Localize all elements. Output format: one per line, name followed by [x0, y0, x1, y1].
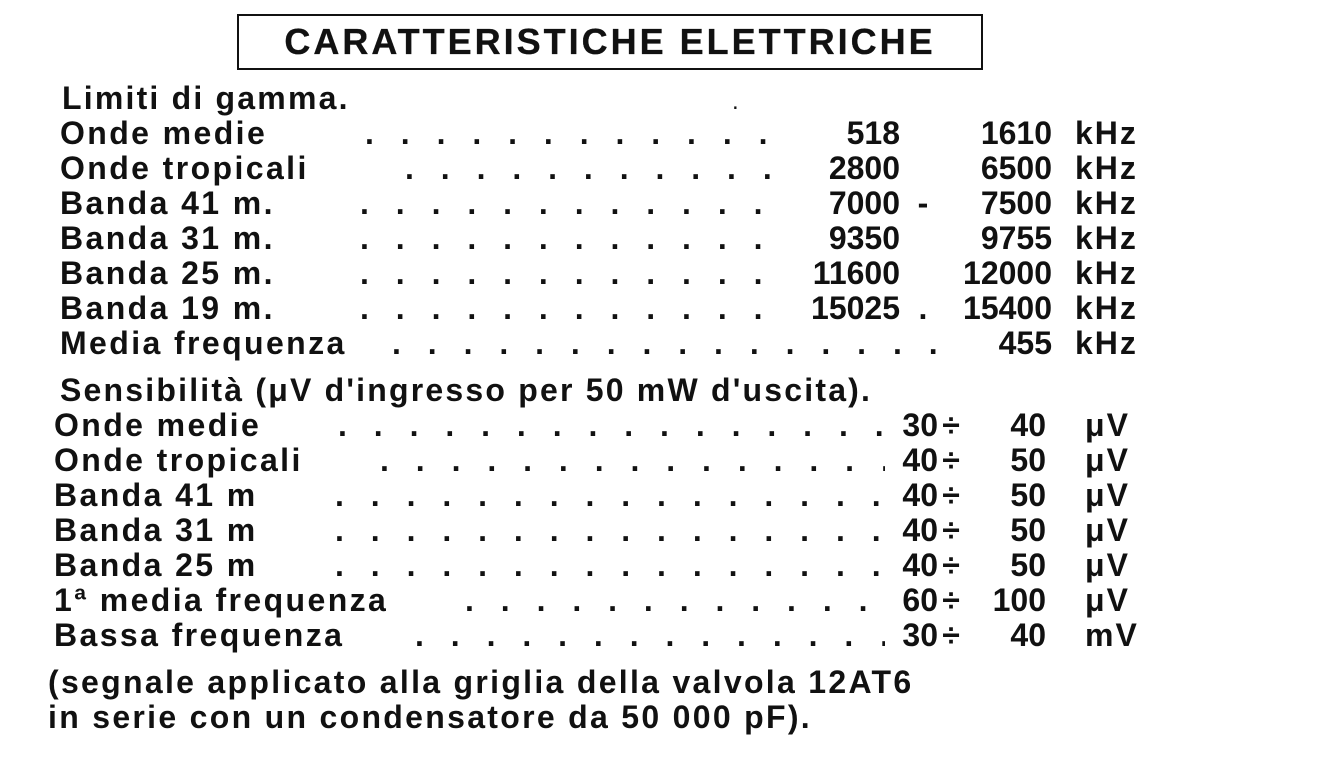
sensitivity-leader-dots [380, 443, 885, 478]
range-high-value: 7500 [980, 185, 1052, 221]
sensitivity-low-value: 30 [902, 617, 938, 653]
range-label: Onde medie [60, 115, 268, 151]
sensitivity-row [0, 618, 1328, 653]
range-low-value: 9350 [828, 220, 900, 256]
range-heading: Limiti di gamma. [62, 80, 350, 116]
range-row [0, 186, 1328, 221]
stray-mark: . [732, 88, 739, 115]
sensitivity-section [0, 372, 1328, 653]
sensitivity-separator: ÷ [942, 407, 960, 443]
sensitivity-high-value: 50 [1010, 512, 1046, 548]
sensitivity-low-value: 60 [902, 582, 938, 618]
sensitivity-leader-dots [465, 583, 885, 618]
range-leader-dots [360, 291, 790, 326]
range-row [0, 151, 1328, 186]
page-title [237, 14, 983, 70]
sensitivity-high-value: 50 [1010, 547, 1046, 583]
range-section [0, 80, 1328, 361]
sensitivity-unit: μV [1085, 547, 1130, 583]
sensitivity-unit: mV [1085, 617, 1139, 653]
range-low-value: 518 [846, 115, 900, 151]
range-low-value: 2800 [828, 150, 900, 186]
sensitivity-label: 1ª media frequenza [54, 582, 389, 618]
sensitivity-separator: ÷ [942, 547, 960, 583]
range-label: Onde tropicali [60, 150, 309, 186]
sensitivity-low-value: 30 [902, 407, 938, 443]
sensitivity-separator: ÷ [942, 442, 960, 478]
range-row [0, 116, 1328, 151]
sensitivity-label: Banda 25 m [54, 547, 258, 583]
range-high-value: 455 [998, 325, 1052, 361]
range-unit: kHz [1075, 255, 1138, 291]
range-leader-dots [405, 151, 780, 186]
range-high-value: 6500 [980, 150, 1052, 186]
sensitivity-row [0, 478, 1328, 513]
sensitivity-row [0, 513, 1328, 548]
range-separator: - [917, 185, 929, 221]
sensitivity-label: Banda 31 m [54, 512, 258, 548]
sensitivity-high-value: 100 [992, 582, 1046, 618]
range-unit: kHz [1075, 220, 1138, 256]
range-unit: kHz [1075, 115, 1138, 151]
sensitivity-high-value: 40 [1010, 407, 1046, 443]
sensitivity-label: Onde tropicali [54, 442, 303, 478]
sensitivity-separator: ÷ [942, 617, 960, 653]
range-label: Banda 19 m. [60, 290, 275, 326]
sensitivity-label: Bassa frequenza [54, 617, 345, 653]
range-leader-dots [365, 116, 780, 151]
range-separator: . [918, 290, 928, 326]
range-unit: kHz [1075, 325, 1138, 361]
sensitivity-unit: μV [1085, 512, 1130, 548]
range-low-value: 7000 [828, 185, 900, 221]
sensitivity-high-value: 50 [1010, 442, 1046, 478]
range-row [0, 256, 1328, 291]
sensitivity-separator: ÷ [942, 512, 960, 548]
sensitivity-separator: ÷ [942, 477, 960, 513]
sensitivity-label: Banda 41 m [54, 477, 258, 513]
sensitivity-unit: μV [1085, 477, 1130, 513]
sensitivity-separator: ÷ [942, 582, 960, 618]
range-leader-dots [360, 186, 780, 221]
sensitivity-label: Onde medie [54, 407, 262, 443]
sensitivity-unit: μV [1085, 442, 1130, 478]
sensitivity-heading: Sensibilità (μV d'ingresso per 50 mW d'uscita). [60, 372, 873, 408]
range-label: Media frequenza [60, 325, 347, 361]
range-label: Banda 25 m. [60, 255, 275, 291]
sensitivity-row [0, 408, 1328, 443]
range-label: Banda 31 m. [60, 220, 275, 256]
sensitivity-leader-dots [335, 548, 885, 583]
range-row [0, 291, 1328, 326]
title-text: CARATTERISTICHE ELETTRICHE [284, 21, 936, 62]
range-high-value: 1610 [980, 115, 1052, 151]
sensitivity-unit: μV [1085, 407, 1130, 443]
note-line-1: (segnale applicato alla griglia della valvola 12AT6 [48, 664, 914, 700]
sensitivity-high-value: 40 [1010, 617, 1046, 653]
sensitivity-leader-dots [335, 513, 885, 548]
range-row [0, 326, 1328, 361]
range-leader-dots [392, 326, 950, 361]
range-low-value: 11600 [812, 255, 900, 291]
range-high-value: 9755 [980, 220, 1052, 256]
note-line-2: in serie con un condensatore da 50 000 pF). [48, 699, 812, 735]
sensitivity-row [0, 548, 1328, 583]
sensitivity-low-value: 40 [902, 547, 938, 583]
sensitivity-row [0, 583, 1328, 618]
range-unit: kHz [1075, 185, 1138, 221]
range-unit: kHz [1075, 290, 1138, 326]
sensitivity-low-value: 40 [902, 512, 938, 548]
range-high-value: 15400 [963, 290, 1052, 326]
range-rows [0, 116, 1328, 361]
sensitivity-rows [0, 408, 1328, 653]
range-leader-dots [360, 256, 790, 291]
sensitivity-unit: μV [1085, 582, 1130, 618]
sensitivity-high-value: 50 [1010, 477, 1046, 513]
sensitivity-low-value: 40 [902, 477, 938, 513]
range-high-value: 12000 [963, 255, 1052, 291]
sensitivity-leader-dots [338, 408, 885, 443]
range-label: Banda 41 m. [60, 185, 275, 221]
sensitivity-low-value: 40 [902, 442, 938, 478]
sensitivity-leader-dots [415, 618, 885, 653]
range-unit: kHz [1075, 150, 1138, 186]
range-row [0, 221, 1328, 256]
sensitivity-row [0, 443, 1328, 478]
sensitivity-leader-dots [335, 478, 885, 513]
range-leader-dots [360, 221, 780, 256]
range-low-value: 15025 [811, 290, 900, 326]
